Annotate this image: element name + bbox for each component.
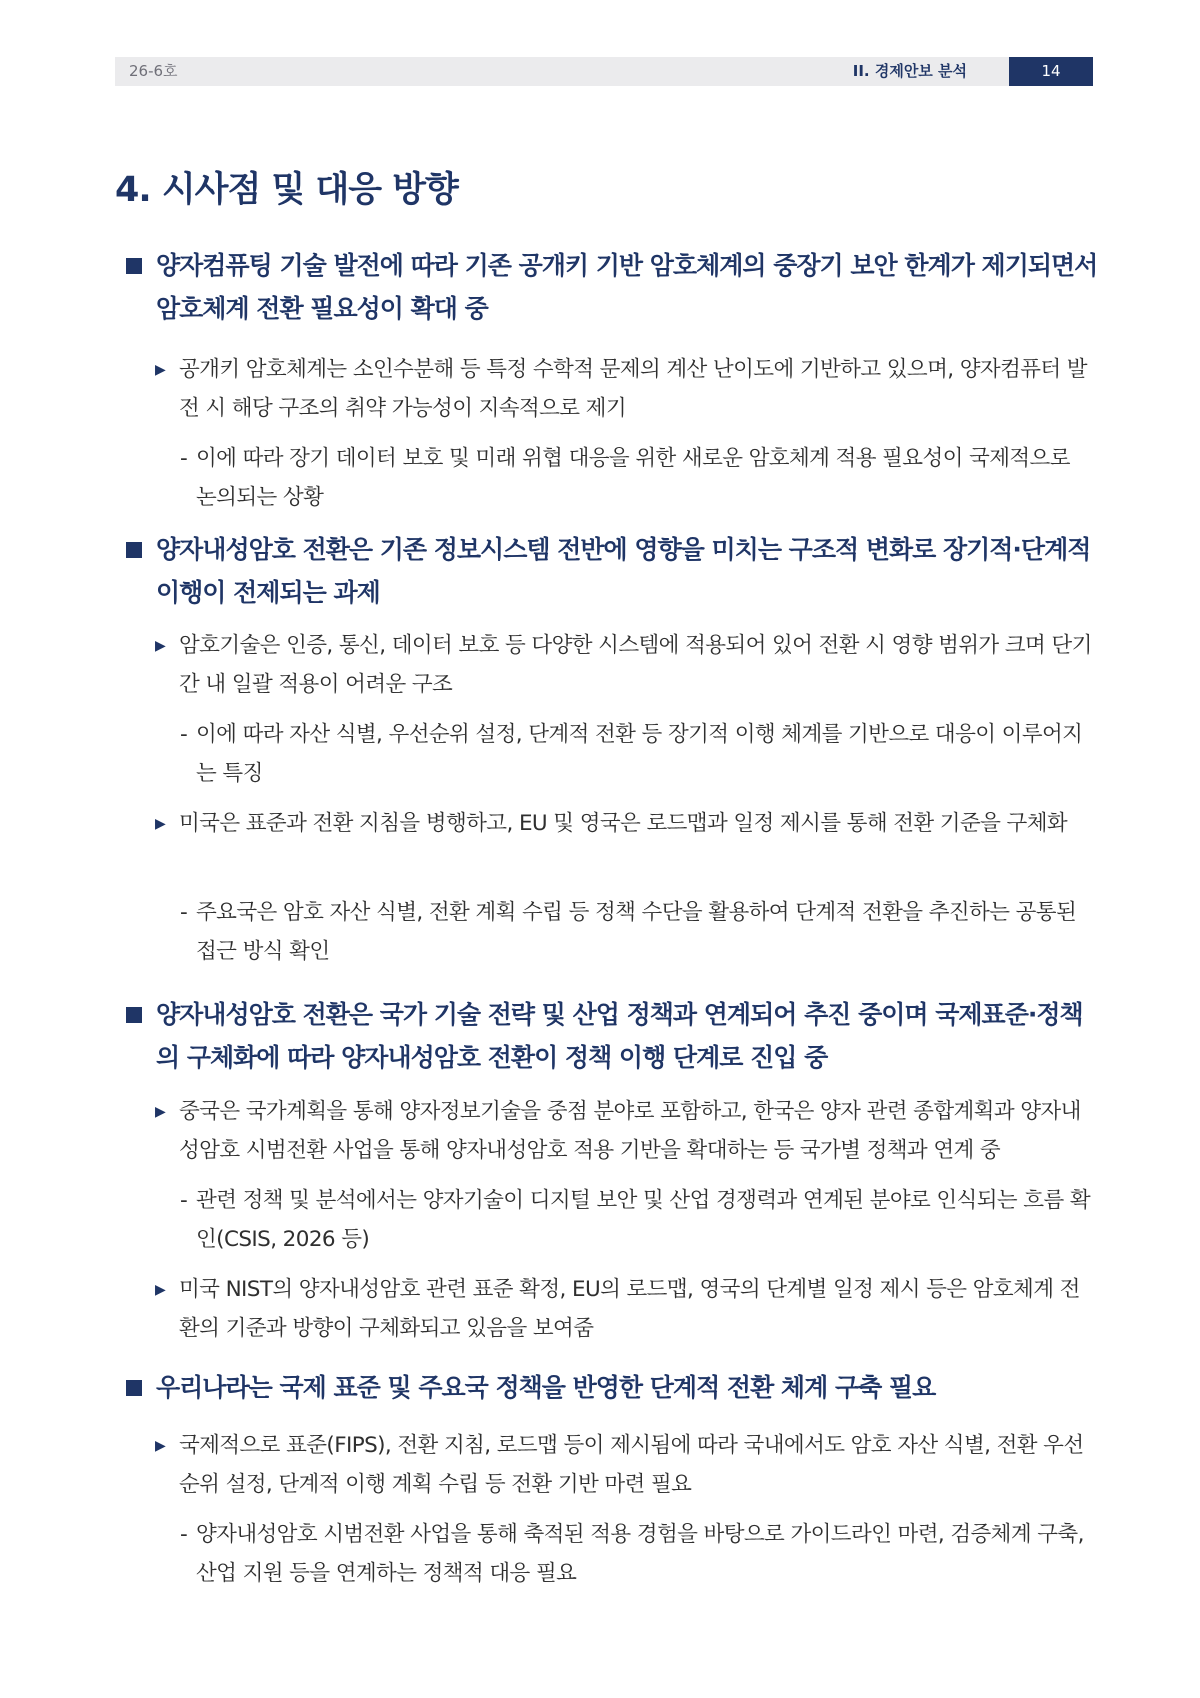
bullet-text: 국제적으로 표준(FIPS), 전환 지침, 로드맵 등이 제시됨에 따라 국내에서도 암호 자산 식별, 전환 우선순위 설정, 단계적 이행 계획 수립 등 전환 기반 마련 필요 [179,1433,1084,1497]
section-heading-text: 양자컴퓨팅 기술 발전에 따라 기존 공개키 기반 암호체계의 중장기 보안 한계가 제기되면서 암호체계 전환 필요성이 확대 중 [156,251,1098,323]
triangle-bullet-icon: ▶ [155,638,166,654]
issue-number: 26-6호 [129,62,178,80]
square-bullet-icon [126,258,142,274]
dash-marker: - [180,446,188,471]
section-heading-text: 양자내성암호 전환은 기존 정보시스템 전반에 영향을 미치는 구조적 변화로 장기적·단계적 이행이 전제되는 과제 [156,535,1091,607]
sub-item [180,439,1095,517]
square-bullet-icon [126,542,142,558]
sub-item [180,715,1095,793]
bullet-item [155,1426,1095,1504]
sub-text: 이에 따라 자산 식별, 우선순위 설정, 단계적 전환 등 장기적 이행 체계를 기반으로 대응이 이루어지는 특징 [196,722,1083,786]
section-label: II. 경제안보 분석 [852,62,967,80]
sub-text: 관련 정책 및 분석에서는 양자기술이 디지털 보안 및 산업 경쟁력과 연계된 분야로 인식되는 흐름 확인(CSIS, 2026 등) [196,1188,1091,1252]
page-number: 14 [1009,57,1093,86]
bullet-item [155,1270,1095,1348]
square-bullet-icon [126,1380,142,1396]
bullet-text: 암호기술은 인증, 통신, 데이터 보호 등 다양한 시스템에 적용되어 있어 전환 시 영향 범위가 크며 단기간 내 일괄 적용이 어려운 구조 [179,633,1092,697]
bullet-text: 공개키 암호체계는 소인수분해 등 특정 수학적 문제의 계산 난이도에 기반하고 있으며, 양자컴퓨터 발전 시 해당 구조의 취약 가능성이 지속적으로 제기 [179,357,1087,421]
bullet-text: 미국 NIST의 양자내성암호 관련 표준 확정, EU의 로드맵, 영국의 단계별 일정 제시 등은 암호체계 전환의 기준과 방향이 구체화되고 있음을 보여줌 [179,1277,1080,1341]
dash-marker: - [180,1188,188,1213]
section-heading-text: 양자내성암호 전환은 국가 기술 전략 및 산업 정책과 연계되어 추진 중이며 국제표준·정책의 구체화에 따라 양자내성암호 전환이 정책 이행 단계로 진입 중 [156,1000,1083,1072]
page-title: 4. 시사점 및 대응 방향 [115,170,458,210]
dash-marker: - [180,722,188,747]
bullet-item [155,626,1095,704]
bullet-item [155,804,1095,843]
sub-text: 이에 따라 장기 데이터 보호 및 미래 위협 대응을 위한 새로운 암호체계 적용 필요성이 국제적으로 논의되는 상황 [196,446,1070,510]
triangle-bullet-icon: ▶ [155,1282,166,1298]
bullet-item [155,350,1095,428]
page-header [115,57,1093,86]
bullet-text: 미국은 표준과 전환 지침을 병행하고, EU 및 영국은 로드맵과 일정 제시를 통해 전환 기준을 구체화 [179,811,1068,836]
section-heading-3 [126,993,1101,1079]
sub-text: 양자내성암호 시범전환 사업을 통해 축적된 적용 경험을 바탕으로 가이드라인 마련, 검증체계 구축, 산업 지원 등을 연계하는 정책적 대응 필요 [196,1522,1084,1586]
section-heading-1 [126,244,1101,330]
section-heading-4 [126,1366,1101,1409]
square-bullet-icon [126,1007,142,1023]
bullet-text: 중국은 국가계획을 통해 양자정보기술을 중점 분야로 포함하고, 한국은 양자 관련 종합계획과 양자내성암호 시범전환 사업을 통해 양자내성암호 적용 기반을 확대하는 등 국가별 정책과 연계 중 [179,1099,1081,1163]
bullet-item [155,1092,1095,1170]
dash-marker: - [180,1522,188,1547]
triangle-bullet-icon: ▶ [155,362,166,378]
section-heading-2 [126,528,1101,614]
sub-item [180,893,1095,971]
dash-marker: - [180,900,188,925]
section-heading-text: 우리나라는 국제 표준 및 주요국 정책을 반영한 단계적 전환 체계 구축 필요 [156,1373,936,1402]
sub-item [180,1515,1095,1593]
sub-item [180,1181,1095,1259]
sub-text: 주요국은 암호 자산 식별, 전환 계획 수립 등 정책 수단을 활용하여 단계적 전환을 추진하는 공통된 접근 방식 확인 [196,900,1077,964]
triangle-bullet-icon: ▶ [155,1104,166,1120]
triangle-bullet-icon: ▶ [155,816,166,832]
triangle-bullet-icon: ▶ [155,1438,166,1454]
